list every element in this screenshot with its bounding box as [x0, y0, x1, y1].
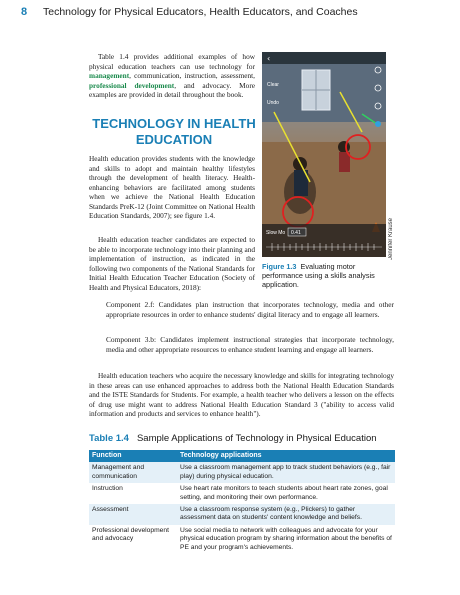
health-education-paragraph: Health education provides students with the knowledge and skills to adopt and maintain healthy lifestyles through the development of health literacy. Health-enhancing behaviors are facilitated among students when we achieve the National Health Education Standards PreK-12 (Joint Committee on National Health Education Standards, 2007); see figure 1.4.: [89, 154, 255, 220]
table-cell-function: Assessment: [89, 504, 177, 525]
table-cell-application: Use heart rate monitors to teach students about heart rate zones, goal setting, and monitoring their own performance.: [180, 485, 388, 501]
table-header-row: [89, 450, 395, 462]
table-cell-function: Instruction: [92, 485, 123, 493]
table-row: [89, 483, 395, 504]
table-row: [89, 525, 395, 554]
integration-paragraph: Health education teachers who acquire the necessary knowledge and skills for integrating technology in these areas can use enhanced approaches to address both the National Health Education Standards and the ISTE Standards for Students. For example, a health teacher who delivers a lesson on the effects of drug use might want to address National Health Education Standard 3 ("ability to access valid information and products and services to enhance health").: [89, 371, 394, 418]
table-cell-function: Management and communication: [89, 462, 177, 483]
component-2f: Component 2.f: Candidates plan instruction that incorporates technology, media and other appropriate resources in order to enhance students' digital literacy and to engage all learners.: [106, 300, 394, 319]
intro-text-1: Table 1.4 provides additional examples of how physical education teachers can use technology for: [89, 52, 255, 71]
technology-applications-table: [89, 450, 395, 554]
glossary-term-professional-development: professional development: [89, 80, 175, 90]
intro-paragraph: [89, 52, 255, 100]
photo-clear-label: Clear: [267, 82, 279, 88]
photo-slow-label: Slow Mo: [266, 230, 286, 236]
running-title: Technology for Physical Educators, Health Educators, and Coaches: [43, 6, 358, 18]
table-row: [89, 504, 395, 525]
table-caption: [89, 433, 377, 444]
section-heading: TECHNOLOGY IN HEALTH EDUCATION: [92, 116, 256, 147]
running-header: [21, 6, 441, 22]
column-header-function: Function: [89, 450, 177, 462]
table-cell-application: Use social media to network with colleagues and advocate for your physical education program by sharing information about the benefits of PE and your program's achievements.: [180, 526, 392, 551]
photo-undo-label: Undo: [267, 100, 279, 106]
figure-caption: [262, 262, 392, 289]
glossary-term-management: management: [89, 71, 130, 80]
table-label: Table 1.4: [89, 433, 129, 444]
table-title: Sample Applications of Technology in Physical Education: [136, 433, 377, 444]
component-3b: Component 3.b: Candidates implement instructional strategies that incorporate technology, media and other appropriate resources to enhance student learning and engage all learners.: [106, 335, 394, 354]
table-cell-application: Use a classroom management app to track student behaviors (e.g., fair play) during physical education.: [177, 462, 395, 483]
page-number: 8: [21, 6, 28, 18]
figure-caption-text: Evaluating motor performance using a skills analysis application.: [262, 262, 375, 289]
photo-timestamp: 0.41: [291, 230, 301, 236]
column-header-applications: Technology applications: [177, 450, 395, 462]
photo-illustration: [262, 52, 386, 257]
teacher-candidates-paragraph: Health education teacher candidates are expected to be able to incorporate technology into their planning and implementation of instruction, as indicated in the following two components of the National Standards for Initial Health Education Teacher Education (Society of Health and Physical Educators, 2018):: [89, 235, 255, 292]
table-cell-application: Use a classroom response system (e.g., Plickers) to gather assessment data on students' content knowledge and beliefs.: [177, 504, 395, 525]
svg-text:‹: ‹: [267, 54, 271, 63]
intro-text-2: , communication, instruction, assessment,: [129, 71, 255, 80]
table-cell-function: Professional development and advocacy: [92, 526, 169, 543]
intro-text-3: , and advocacy. More examples are provided in detail throughout the book.: [89, 80, 255, 99]
figure-label: Figure 1.3: [262, 262, 297, 271]
table-row: [89, 462, 395, 483]
photo-credit: Jennifer Krause: [388, 217, 394, 260]
skills-analysis-photo: [262, 52, 386, 257]
